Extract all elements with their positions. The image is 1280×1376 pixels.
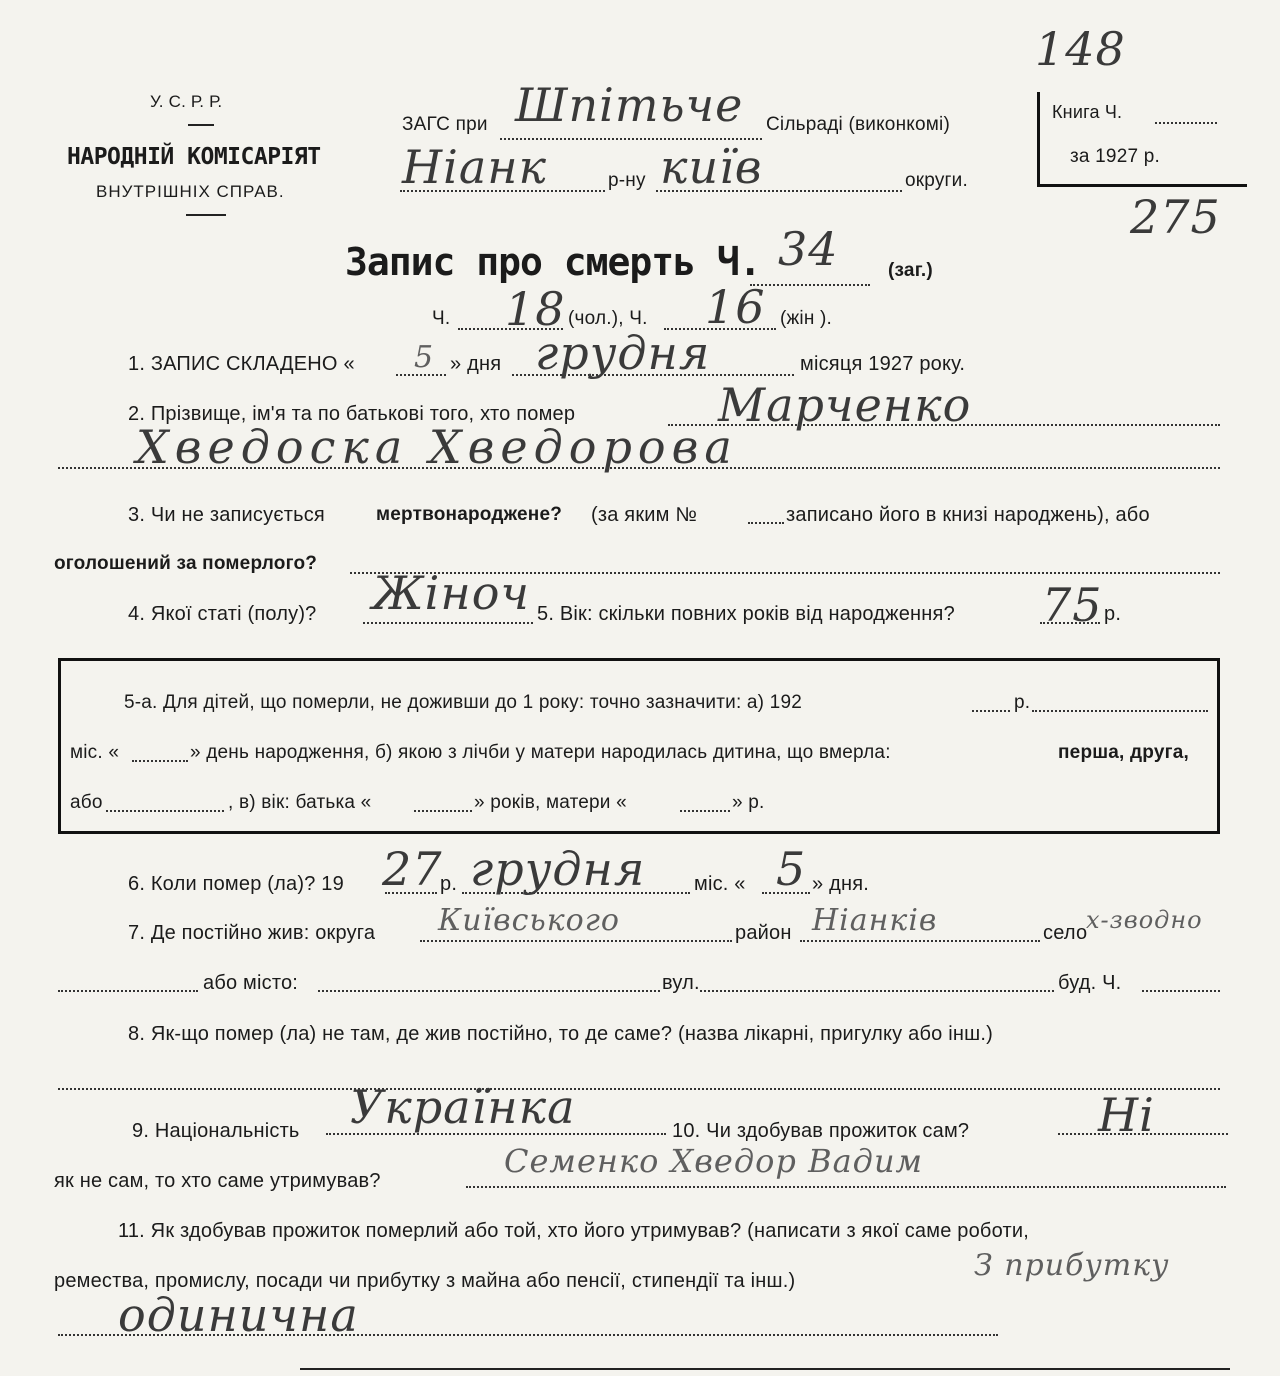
f10-handwritten: Ні	[1098, 1088, 1155, 1142]
raion-field[interactable]	[400, 190, 605, 192]
men-prefix: Ч.	[432, 308, 451, 329]
f5a-month-field[interactable]	[132, 760, 188, 762]
internal-affairs-label: ВНУТРІШНІХ СПРАВ.	[96, 182, 285, 201]
women-label: (жін ).	[780, 308, 833, 329]
f7-raion-handwritten: Ніанків	[812, 903, 938, 938]
f5a-line2-c: перша, друга,	[1058, 742, 1189, 763]
men-label: (чол.), Ч.	[568, 308, 648, 329]
f5a-tail-field[interactable]	[1032, 710, 1208, 712]
f3-text-d: записано його в книзі народжень), або	[786, 504, 1150, 526]
f10-label: 10. Чи здобував прожиток сам?	[672, 1120, 970, 1142]
f5-handwritten: 75	[1042, 578, 1103, 632]
f1-mid: » дня	[450, 353, 502, 375]
f1-suffix: місяця 1927 року.	[800, 353, 966, 375]
book-box-bottom	[1037, 184, 1247, 187]
f5a-line3-b: , в) вік: батька «	[228, 792, 372, 813]
record-number-handwritten: 34	[778, 222, 839, 276]
f7-raion-field[interactable]	[800, 940, 1040, 942]
f7-line2-b: вул.	[662, 972, 700, 994]
book-year: за 1927 р.	[1070, 146, 1160, 167]
f1-day-handwritten: 5	[414, 340, 435, 375]
f6-year-handwritten: 27	[382, 842, 443, 896]
f11-line2: ремества, промислу, посади чи прибутку з майна або пенсії, стипендії та інш.)	[54, 1270, 796, 1292]
f5-label: 5. Вік: скільки повних років від народження?	[537, 603, 955, 625]
f6-b: р.	[440, 873, 458, 895]
f7-line2-c: буд. Ч.	[1058, 972, 1122, 994]
f7-house-field[interactable]	[1142, 990, 1220, 992]
f5a-line3-c: » років, матери «	[474, 792, 627, 813]
f6-d: » дня.	[812, 873, 869, 895]
f7-b: район	[735, 922, 792, 944]
f3-number-field[interactable]	[748, 522, 784, 524]
f7-okrug-handwritten: Київського	[438, 903, 620, 938]
f7-line2-a: або місто:	[203, 972, 299, 994]
f7-a: 7. Де постійно жив: округа	[128, 922, 376, 944]
raion-label: р-ну	[608, 170, 646, 191]
f6-day-handwritten: 5	[776, 842, 807, 896]
f3-text-a: 3. Чи не записується	[128, 504, 325, 526]
f7-selo-handwritten: х-зводно	[1086, 906, 1203, 934]
record-number-field[interactable]	[750, 284, 870, 286]
f1-month-handwritten: грудня	[535, 326, 711, 380]
record-suffix: (заг.)	[888, 260, 933, 281]
men-count-handwritten: 18	[505, 282, 566, 336]
f6-month-handwritten: грудня	[470, 842, 646, 896]
book-number-field[interactable]	[1155, 122, 1217, 124]
f3-text-c: (за яким №	[591, 504, 698, 526]
raion-handwritten: Ніанк	[402, 140, 548, 194]
f7-city-field[interactable]	[318, 990, 660, 992]
bottom-line	[300, 1368, 1230, 1370]
f10-line2: як не сам, то хто саме утримував?	[54, 1170, 381, 1192]
okrug-label: округи.	[905, 170, 968, 191]
f5a-year-field[interactable]	[972, 710, 1010, 712]
f5a-line1: 5-а. Для дітей, що померли, не доживши до 1 року: точно зазначити: а) 192	[124, 692, 802, 713]
f4-label: 4. Якої статі (полу)?	[128, 603, 317, 625]
header-divider	[186, 214, 226, 216]
book-box-left	[1037, 92, 1040, 184]
book-label: Книга Ч.	[1052, 102, 1123, 122]
f6-a: 6. Коли помер (ла)? 19	[128, 873, 344, 895]
f5-suffix: р.	[1104, 603, 1122, 625]
f11-handwritten-2: одинична	[118, 1288, 359, 1342]
f11-handwritten-1: З прибутку	[974, 1248, 1170, 1283]
village-council-label: Сільраді (виконкомі)	[766, 114, 950, 135]
f2-name-handwritten: Хведоска Хведорова	[136, 420, 738, 474]
f7-okrug-field[interactable]	[420, 940, 732, 942]
f10-who-field[interactable]	[466, 1186, 1226, 1188]
f11-line1: 11. Як здобував прожиток померлий або той, хто його утримував? (написати з якої саме роботи,	[118, 1220, 1029, 1242]
f7-street-field[interactable]	[700, 990, 1054, 992]
zags-handwritten: Шпітьче	[515, 78, 744, 132]
f2-surname-handwritten: Марченко	[718, 378, 972, 432]
f5a-line3-a: або	[70, 792, 103, 813]
f5a-father-age-field[interactable]	[414, 810, 472, 812]
f7-city-lead-field[interactable]	[58, 990, 198, 992]
record-title: Запис про смерть Ч.	[345, 240, 761, 284]
ussr-label: У. С. Р. Р.	[150, 92, 223, 111]
f4-handwritten: Жіноч	[372, 566, 531, 620]
f5a-mother-age-field[interactable]	[680, 810, 730, 812]
f2-label: 2. Прізвище, ім'я та по батькові того, хто помер	[128, 403, 576, 425]
f10-who-handwritten: Семенко Хведор Вадим	[504, 1142, 924, 1180]
commissariat-title: НАРОДНІЙ КОМІСАРІЯТ	[67, 144, 321, 170]
f5a-line2-b: » день народження, б) якою з лічби у матери народилась дитина, що вмерла:	[190, 742, 891, 763]
f5a-line3-d: » р.	[732, 792, 765, 813]
f8-label: 8. Як-що помер (ла) не там, де жив постійно, то де саме? (назва лікарні, пригулку або інш.)	[128, 1023, 993, 1045]
f5a-order-field[interactable]	[106, 810, 224, 812]
f9-label: 9. Національність	[132, 1120, 300, 1142]
zags-prefix: ЗАГС при	[402, 114, 488, 135]
f3-declared-dead: оголошений за померлого?	[54, 553, 318, 574]
header-divider	[188, 124, 214, 126]
women-count-handwritten: 16	[705, 280, 766, 334]
f8-field[interactable]	[58, 1088, 1220, 1090]
f9-handwritten: Українка	[350, 1080, 576, 1134]
okrug-handwritten: київ	[660, 140, 763, 194]
f5a-line2-a: міс. «	[70, 742, 120, 763]
f1-prefix: 1. ЗАПИС СКЛАДЕНО «	[128, 353, 355, 375]
record-number-side: 275	[1130, 190, 1221, 244]
record-number-top: 148	[1035, 22, 1126, 76]
f4-field[interactable]	[363, 622, 533, 624]
f3-stillborn: мертвонароджене?	[376, 504, 563, 525]
f6-c: міс. «	[694, 873, 746, 895]
f5a-line1-end: р.	[1014, 692, 1031, 713]
f7-c: село	[1043, 922, 1088, 944]
